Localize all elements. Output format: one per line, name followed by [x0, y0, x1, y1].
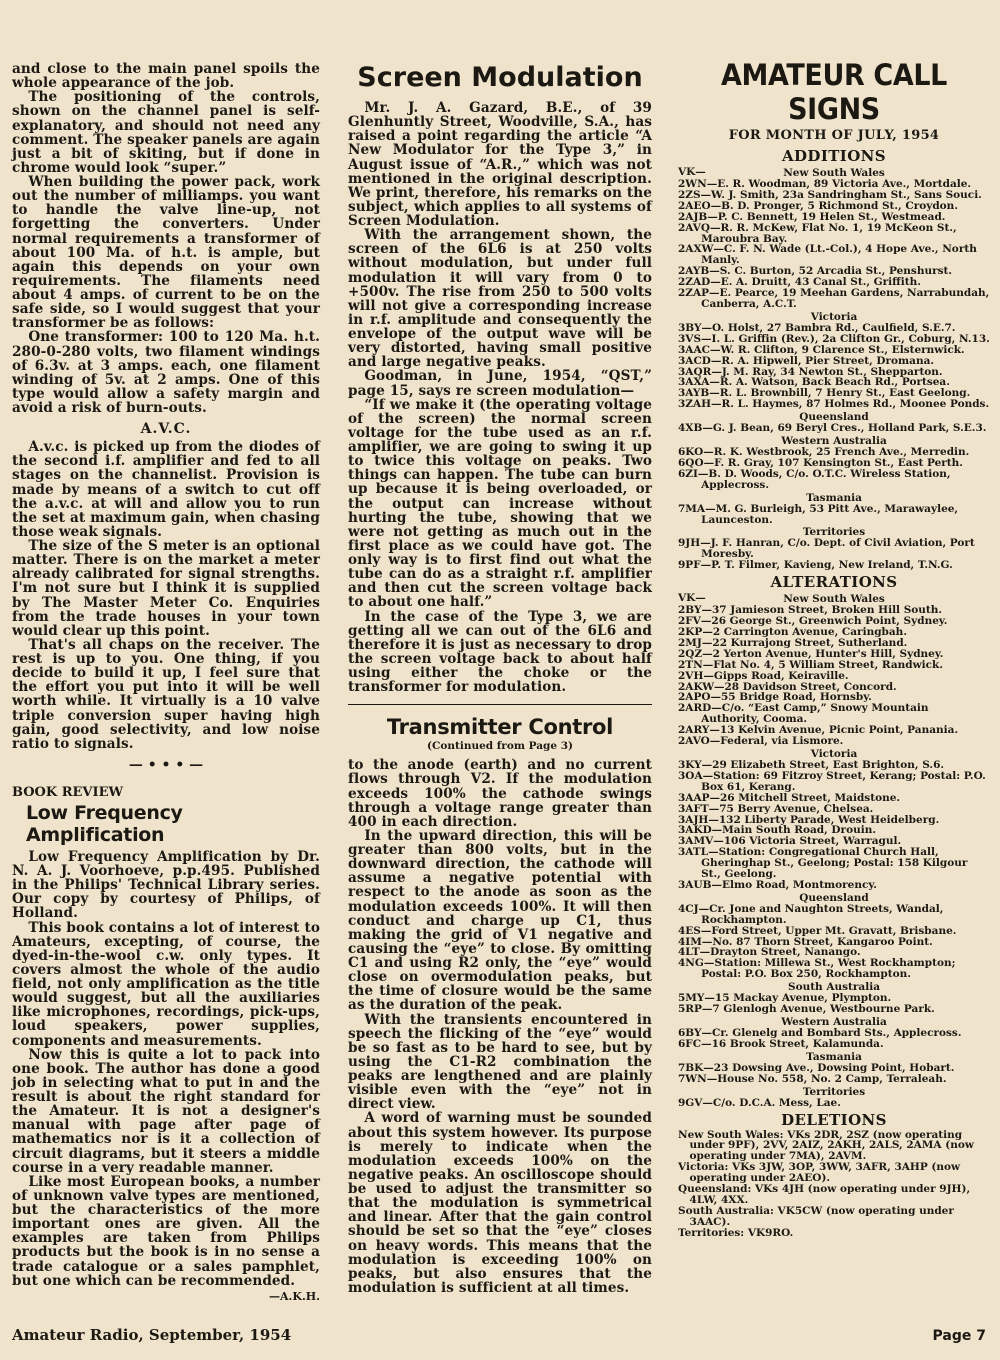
call-sign-entry: 3BY—O. Holst, 27 Bambra Rd., Caulfield, S.E.7.: [678, 321, 956, 334]
paragraph: “If we make it (the operating voltage of the screen) the normal screen voltage for the tube used as an r.f. amplifier, we are going to swing it up to twice this voltage on peaks. Two things can happen. The tube can burn up because it is being overloaded, or the output can increase without hurting the tube, showing that we were not getting as much out in the first place as we could have got. The only way is to first find out what the tube can do as a straight r.f. amplifier and then cut the screen voltage back to about one half.”: [348, 396, 652, 611]
state-heading: Queensland: [799, 411, 869, 424]
additions-list: [678, 166, 990, 571]
call-sign-entry: 2ZAD—E. A. Druitt, 43 Canal St., Griffith.: [678, 276, 921, 289]
screen-modulation-body: [348, 101, 652, 694]
footer-page-number: Page 7: [932, 1328, 986, 1344]
call-sign-entry: 3AAP—26 Mitchell Street, Maidstone.: [678, 791, 901, 804]
call-sign-entry: 2AEO—B. D. Pronger, 5 Richmond St., Croydon.: [678, 199, 958, 212]
state-heading: Tasmania: [806, 1050, 862, 1063]
continued-note: (Continued from Page 3): [427, 740, 573, 753]
book-review-title: Low Frequency Amplification: [26, 801, 183, 846]
section-separator: — • • • —: [128, 756, 204, 773]
call-sign-entry: 2ZS—W. J. Smith, 23a Sandringham St., Sans Souci.: [678, 188, 982, 201]
column-middle: [348, 62, 652, 1295]
state-heading: Victoria: [810, 747, 858, 760]
paragraph: That's all chaps on the receiver. The rest is up to you. One thing, if you decide to build it up, I feel sure that the effort you put into it will be well worth while. It virtually is a 10 valve triple conversion super having high gain, good selectivity, and low noise ratio to signals.: [12, 636, 320, 752]
call-sign-entry: 2AKW—28 Davidson Street, Concord.: [678, 680, 897, 693]
call-sign-entry: 2AXW—C. F. N. Wade (Lt.-Col.), 4 Hope Ave., North Manly.: [678, 243, 977, 267]
call-signs-title: AMATEUR CALL SIGNS: [721, 58, 947, 126]
state-heading: Tasmania: [806, 491, 862, 504]
additions-heading: ADDITIONS: [781, 147, 887, 165]
call-sign-entry: 3AUB—Elmo Road, Montmorency.: [678, 878, 877, 891]
call-sign-entry: 3AKD—Main South Road, Drouin.: [678, 824, 876, 837]
alterations-list: [678, 592, 990, 1108]
vk-prefix: VK—: [678, 166, 706, 178]
paragraph: In the upward direction, this will be greater than 800 volts, but in the downward direction, the cathode will assume a negative potential with respect to the anode as soon as the modulation exceeds 100%. It will then conduct and charge up C1, thus making the grid of V1 negative and causing the “eye” to close. By omitting C1 and using R2 only, the “eye” would close on overmodulation peaks, but the time of closure would be the same as the duration of the peak.: [348, 827, 652, 1014]
call-sign-entry: 2QZ—2 Yerton Avenue, Hunter's Hill, Sydney.: [678, 647, 944, 660]
state-heading: New South Wales: [783, 167, 885, 179]
call-sign-entry: 2BY—37 Jamieson Street, Broken Hill South.: [678, 604, 943, 617]
call-sign-entry: 2TN—Flat No. 4, 5 William Street, Randwick.: [678, 658, 943, 671]
call-sign-entry: 4LT—Drayton Street, Nanango.: [678, 946, 861, 959]
state-heading: Territories: [802, 526, 866, 539]
paragraph: to the anode (earth) and no current flows through V2. If the modulation exceeds 100% the cathode swings through a voltage range greater than 400 in each direction.: [348, 757, 652, 830]
state-heading: Victoria: [810, 310, 858, 323]
state-heading: New South Wales: [783, 593, 885, 606]
deletion-entry: New South Wales: VKs 2DR, 2SZ (now operating under 9PF), 2VV, 2AIZ, 2AKH, 2ALS, 2AMA (now operating under 7MA), 2AVM.: [678, 1128, 974, 1163]
column-left: [12, 62, 320, 1303]
call-sign-entry: 3AXA—R. A. Watson, Back Beach Rd., Portsea.: [678, 376, 950, 389]
call-sign-entry: 2AJB—P. C. Bennett, 19 Helen St., Westmead.: [678, 210, 946, 223]
call-sign-entry: 2ARY—13 Kelvin Avenue, Picnic Point, Panania.: [678, 724, 959, 737]
call-sign-entry: 2AVO—Federal, via Lismore.: [678, 735, 844, 748]
call-sign-entry: 7BK—23 Dowsing Ave., Dowsing Point, Hobart.: [678, 1061, 955, 1074]
call-sign-entry: 3ACD—R. A. Hipwell, Pier Street, Dromana.: [678, 354, 935, 367]
call-sign-entry: 6QO—F. R. Gray, 107 Kensington St., East Perth.: [678, 456, 963, 469]
avc-heading: A.V.C.: [140, 421, 192, 438]
call-sign-entry: 2ARD—C/o. “East Camp,” Snowy Mountain Authority, Cooma.: [678, 702, 929, 726]
call-sign-entry: 2MJ—22 Kurrajong Street, Sutherland.: [678, 636, 908, 649]
column-call-signs: [678, 58, 990, 1239]
call-sign-entry: 4XB—G. J. Bean, 69 Beryl Cres., Holland Park, S.E.3.: [678, 422, 987, 435]
state-heading: Queensland: [799, 891, 869, 904]
call-sign-entry: 7MA—M. G. Burleigh, 53 Pitt Ave., Marawaylee, Launceston.: [678, 502, 959, 526]
call-sign-entry: 6FC—16 Brook Street, Kalamunda.: [678, 1037, 884, 1050]
transmitter-control-body: [348, 758, 652, 1295]
paragraph: In the case of the Type 3, we are getting all we can out of the 6L6 and therefore it is just as necessary to drop the screen voltage back to about half using either the choke or the transformer for modulation.: [348, 608, 652, 696]
call-sign-entry: 4IM—No. 87 Thorn Street, Kangaroo Point.: [678, 935, 933, 948]
screen-modulation-title: Screen Modulation: [357, 62, 643, 93]
call-sign-entry: 3AYB—R. L. Brownbill, 7 Henry St., East Geelong.: [678, 387, 971, 400]
call-signs-subtitle: FOR MONTH OF JULY, 1954: [728, 128, 940, 143]
book-review-body: [12, 850, 320, 1288]
paragraph: A.v.c. is picked up from the diodes of the second i.f. amplifier and fed to all stages on the channelist. Provision is made by means of a switch to cut off the a.v.c. at will and allow you to run the set at maximum gain, when chasing those weak signals.: [12, 439, 320, 540]
call-sign-entry: 3ZAH—R. L. Haymes, 87 Holmes Rd., Moonee Ponds.: [678, 398, 990, 411]
paragraph: This book contains a lot of interest to Amateurs, excepting, of course, the dyed-in-the-wool c.w. only types. It covers almost the whole of the audio field, not only amplification as the title would suggest, but all the auxiliaries like microphones, recordings, pick-ups, loud speakers, power supplies, components and measurements.: [12, 919, 320, 1049]
call-sign-entry: 3AFT—75 Berry Avenue, Chelsea.: [678, 802, 874, 815]
paragraph: With the transients encountered in speech the flicking of the “eye” would be so fast as to be hard to see, but by using the C1-R2 combination the peaks are lengthened and are plainly visible even with the “eye” not in direct view.: [348, 1011, 652, 1113]
state-heading: Territories: [802, 1085, 866, 1098]
paragraph: Now this is quite a lot to pack into one book. The author has done a good job in selecting what to put in and the result is about the right standard for the Amateur. It is not a designer's manual with page after page of mathematics nor is it a collection of circuit diagrams, but it steers a middle course in a very readable manner.: [12, 1046, 320, 1176]
deletion-entry: Victoria: VKs 3JW, 3OP, 3WW, 3AFR, 3AHP (now operating under 2AEO).: [678, 1161, 961, 1185]
state-heading: South Australia: [787, 981, 881, 994]
deletion-entry: Queensland: VKs 4JH (now operating under 9JH), 4LW, 4XX.: [678, 1183, 971, 1206]
deletions-heading: DELETIONS: [781, 1110, 887, 1129]
call-sign-entry: 2FV—26 George St., Greenwich Point, Sydney.: [678, 615, 948, 628]
author-signature: —A.K.H.: [269, 1289, 320, 1303]
paragraph: Mr. J. A. Gazard, B.E., of 39 Glenhuntly Street, Woodville, S.A., has raised a point regarding the article “A New Modulator for the Type 3,” in August issue of “A.R.,” which was not mentioned in the original description. We print, therefore, his remarks on the subject, which applies to all systems of Screen Modulation.: [348, 100, 652, 229]
transmitter-control-title: Transmitter Control: [386, 715, 614, 740]
paragraph: With the arrangement shown, the screen of the 6L6 is at 250 volts without modulation, but under full modulation it will vary from 0 to +500v. The rise from 250 to 500 volts will not give a corresponding increase in r.f. amplitude and consequently the envelope of the output wave will be very distorted, having small positive and large negative peaks.: [348, 227, 652, 371]
deletion-entry: South Australia: VK5CW (now operating under 3AAC).: [678, 1204, 954, 1228]
call-sign-entry: 3AJH—132 Liberty Parade, West Heidelberg.: [678, 813, 940, 826]
paragraph: Like most European books, a number of unknown valve types are mentioned, but the characteristics of the more important ones are given. All the examples are taken from Philips products but the book is in no sense a trade catalogue or a sales pamphlet, but one which can be recommended.: [12, 1173, 320, 1289]
state-heading: Western Australia: [781, 1016, 887, 1028]
paragraph: Low Frequency Amplification by Dr. N. A. J. Voorhoeve, p.p.495. Published in the Philips' Technical Library series. Our copy by courtesy of Philips, of Holland.: [12, 848, 320, 922]
alterations-heading: ALTERATIONS: [770, 573, 898, 592]
section-rule: [348, 704, 652, 705]
state-heading: Western Australia: [781, 435, 887, 448]
call-sign-entry: 2VH—Gipps Road, Keiraville.: [678, 669, 849, 682]
call-sign-entry: 4NG—Station: Millewa St., West Rockhampton; Postal: P.O. Box 250, Rockhampton.: [678, 957, 956, 981]
call-sign-entry: 3VS—I. L. Griffin (Rev.), 2a Clifton Gr., Coburg, N.13.: [678, 332, 990, 345]
call-sign-entry: 6ZI—B. D. Woods, C/o. O.T.C. Wireless Station, Applecross.: [678, 467, 951, 491]
call-sign-entry: 9JH—J. F. Hanran, C/o. Dept. of Civil Aviation, Port Moresby.: [678, 537, 975, 561]
call-sign-entry: 4ES—Ford Street, Upper Mt. Gravatt, Brisbane.: [678, 924, 957, 937]
call-sign-entry: 9GV—C/o. D.C.A. Mess, Lae.: [678, 1096, 841, 1109]
call-sign-entry: 2WN—E. R. Woodman, 89 Victoria Ave., Mortdale.: [678, 178, 972, 190]
call-sign-entry: 2APO—55 Bridge Road, Hornsby.: [678, 691, 872, 704]
call-sign-entry: 2AVQ—R. R. McKew, Flat No. 1, 19 McKeon St., Maroubra Bay.: [678, 221, 957, 245]
call-sign-entry: 6BY—Cr. Glenelg and Bombard Sts., Applecross.: [678, 1027, 962, 1039]
paragraph: and close to the main panel spoils the whole appearance of the job.: [12, 61, 320, 92]
call-sign-entry: 5RP—7 Glenlogh Avenue, Westbourne Park.: [678, 1003, 935, 1016]
call-sign-entry: 3AAC—W. R. Clifton, 9 Clarence St., Elsternwick.: [678, 343, 965, 356]
call-sign-entry: 3ATL—Station: Congregational Church Hall, Gheringhap St., Geelong; Postal: 158 Kilgour St., Geelong.: [678, 846, 968, 881]
receiver-article-body: [12, 62, 320, 415]
paragraph: The size of the S meter is an optional matter. There is on the market a meter already calibrated for signal strengths. I'm not sure but I think it is supplied by The Master Meter Co. Enquiries from the trade houses in your town would clear up this point.: [12, 538, 320, 639]
vk-prefix: VK—: [678, 592, 706, 605]
paragraph: A word of warning must be sounded about this system however. Its purpose is merely to indicate when the modulation exceeds 100% on the negative peaks. An oscilloscope should be used to adjust the transmitter so that the modulation is symmetrical and linear. After that the gain control should be set so that the “eye” closes on heavy words. This means that the modulation is exceeding 100% on peaks, but also ensures that the modulation is sufficient at all times.: [348, 1110, 652, 1296]
call-sign-entry: 2ZAP—E. Pearce, 19 Meehan Gardens, Narrabundah, Canberra, A.C.T.: [678, 287, 990, 310]
book-review-label: BOOK REVIEW: [12, 784, 124, 800]
call-sign-entry: 3AQR—J. M. Ray, 34 Newton St., Shepparton.: [678, 365, 943, 378]
call-sign-entry: 7WN—House No. 558, No. 2 Camp, Terraleah.: [678, 1072, 947, 1085]
deletion-entry: Territories: VK9RO.: [678, 1226, 794, 1239]
avc-section-body: [12, 440, 320, 751]
call-sign-entry: 3OA—Station: 69 Fitzroy Street, Kerang; Postal: P.O. Box 61, Kerang.: [678, 769, 986, 793]
footer-publication: Amateur Radio, September, 1954: [12, 1326, 292, 1344]
call-sign-entry: 2KP—2 Carrington Avenue, Caringbah.: [678, 626, 907, 638]
paragraph: The positioning of the controls, shown on the channel panel is self-explanatory, and should not need any comment. The speaker panels are again just a bit of skiting, but if done in chrome would look “super.”: [12, 89, 320, 176]
call-sign-entry: 6KO—R. K. Westbrook, 25 French Ave., Merredin.: [678, 446, 970, 459]
call-sign-entry: 3AMV—106 Victoria Street, Warragul.: [678, 835, 902, 848]
paragraph: One transformer: 100 to 120 Ma. h.t. 280-0-280 volts, two filament windings of 6.3v. at 3 amps. each, one filament winding of 5v. at 2 amps. One of this type would allow a safety margin and avoid a risk of burn-outs.: [12, 329, 320, 416]
call-sign-entry: 2AYB—S. C. Burton, 52 Arcadia St., Penshurst.: [678, 265, 953, 278]
paragraph: Goodman, in June, 1954, “QST,” page 15, says re screen modulation—: [348, 368, 652, 399]
call-sign-entry: 4CJ—Cr. Jone and Naughton Streets, Wandal, Rockhampton.: [678, 902, 944, 926]
deletions-list: [678, 1130, 990, 1239]
call-sign-entry: 5MY—15 Mackay Avenue, Plympton.: [678, 992, 892, 1005]
call-sign-entry: 9PF—P. T. Filmer, Kavieng, New Ireland, T.N.G.: [678, 559, 953, 572]
call-sign-entry: 3KY—29 Elizabeth Street, East Brighton, S.6.: [678, 758, 945, 771]
paragraph: When building the power pack, work out the number of milliamps. you want to handle the valve line-up, not forgetting the converters. Under normal requirements a transformer of about 100 Ma. of h.t. is ample, but again this depends on your own requirements. The filaments need about 4 amps. of current to be on the safe side, so I would suggest that your transformer be as follows:: [12, 174, 320, 332]
